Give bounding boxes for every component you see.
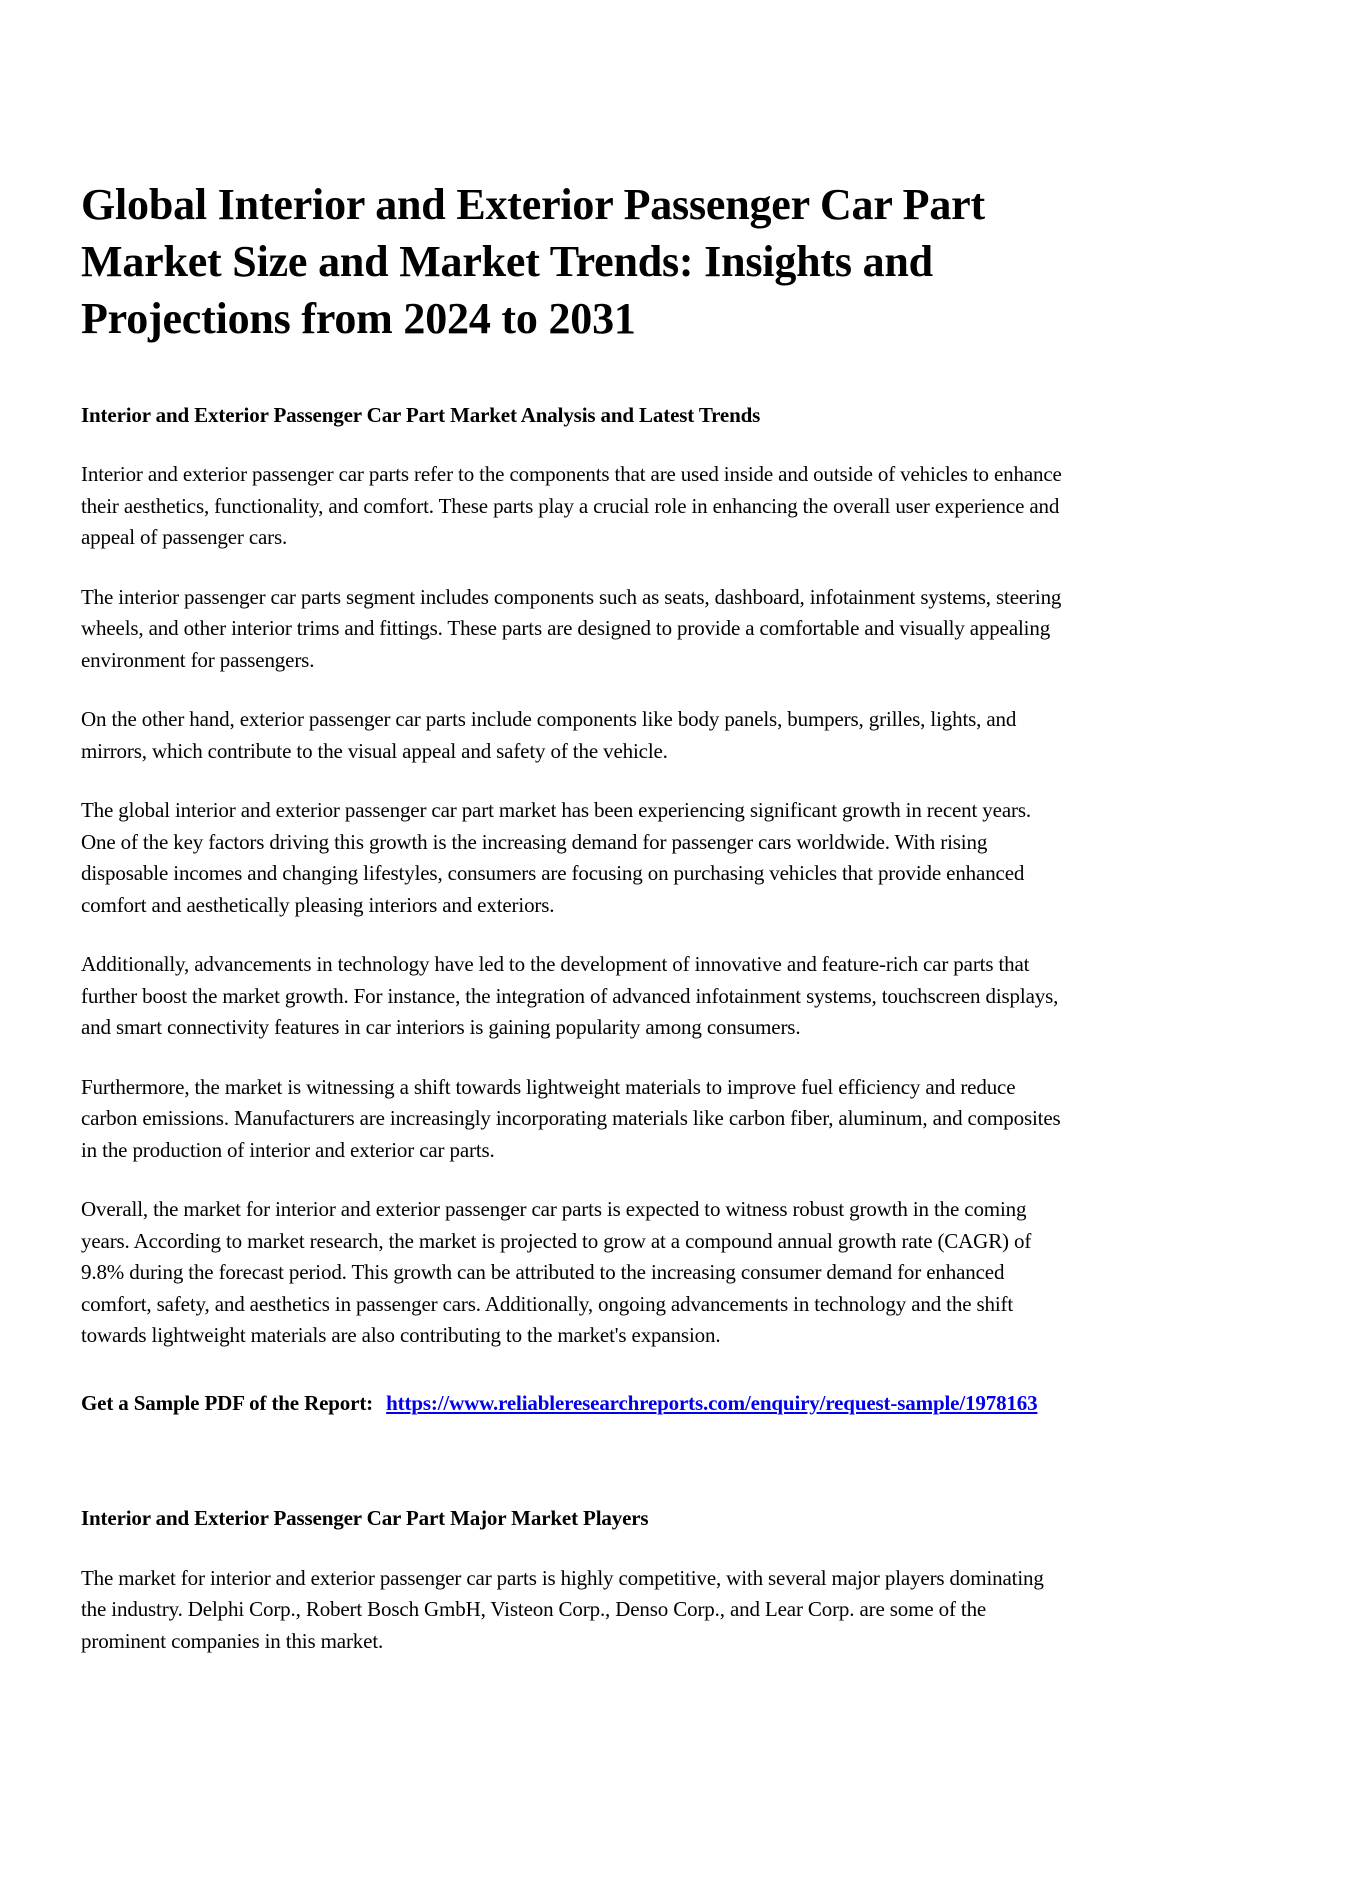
sample-request-link[interactable]: https://www.reliableresearchreports.com/enquiry/request-sample/1978163: [386, 1390, 1038, 1415]
analysis-paragraph-7: Overall, the market for interior and exterior passenger car parts is expected to witness robust growth in the coming years. According to market research, the market is projected to grow at a compound annual growth rate (CAGR) of 9.8% during the forecast period. This growth can be attributed to the increasing consumer demand for enhanced comfort, safety, and aesthetics in passenger cars. Additionally, ongoing advancements in technology and the shift towards lightweight materials are also contributing to the market's expansion.: [81, 1197, 1032, 1348]
analysis-section-heading: Interior and Exterior Passenger Car Part Market Analysis and Latest Trends: [81, 402, 761, 427]
players-paragraph-1: The market for interior and exterior passenger car parts is highly competitive, with several major players dominating the industry. Delphi Corp., Robert Bosch GmbH, Visteon Corp., Denso Corp., and Lear Corp. are some of the prominent companies in this market.: [81, 1565, 1044, 1653]
sample-cta-label: Get a Sample PDF of the Report:: [81, 1390, 374, 1415]
report-content: [81, 176, 1066, 1657]
analysis-paragraph-1: Interior and exterior passenger car parts refer to the components that are used inside and outside of vehicles to enhance their aesthetics, functionality, and comfort. These parts play a crucial role in enhancing the overall user experience and appeal of passenger cars.: [81, 462, 1062, 550]
analysis-paragraph-4: The global interior and exterior passenger car part market has been experiencing significant growth in recent years. One of the key factors driving this growth is the increasing demand for passenger cars worldwide. With rising disposable incomes and changing lifestyles, consumers are focusing on purchasing vehicles that provide enhanced comfort and aesthetically pleasing interiors and exteriors.: [81, 798, 1031, 917]
players-section-heading: Interior and Exterior Passenger Car Part Major Market Players: [81, 1506, 649, 1531]
analysis-paragraph-2: The interior passenger car parts segment includes components such as seats, dashboard, infotainment systems, steering wheels, and other interior trims and fittings. These parts are designed to provide a comfortable and visually appealing environment for passengers.: [81, 584, 1062, 672]
analysis-paragraph-5: Additionally, advancements in technology have led to the development of innovative and feature-rich car parts that further boost the market growth. For instance, the integration of advanced infotainment systems, touchscreen displays, and smart connectivity features in car interiors is gaining popularity among consumers.: [81, 952, 1059, 1040]
analysis-paragraph-6: Furthermore, the market is witnessing a shift towards lightweight materials to improve fuel efficiency and reduce carbon emissions. Manufacturers are increasingly incorporating materials like carbon fiber, aluminum, and composites in the production of interior and exterior car parts.: [81, 1074, 1061, 1162]
analysis-paragraph-3: On the other hand, exterior passenger car parts include components like body panels, bumpers, grilles, lights, and mirrors, which contribute to the visual appeal and safety of the vehicle.: [81, 707, 1017, 763]
page-title: Global Interior and Exterior Passenger Car Part Market Size and Market Trends: Insights and Projections from 2024 to 2031: [81, 180, 985, 344]
sample-cta-row: [81, 1388, 1066, 1420]
